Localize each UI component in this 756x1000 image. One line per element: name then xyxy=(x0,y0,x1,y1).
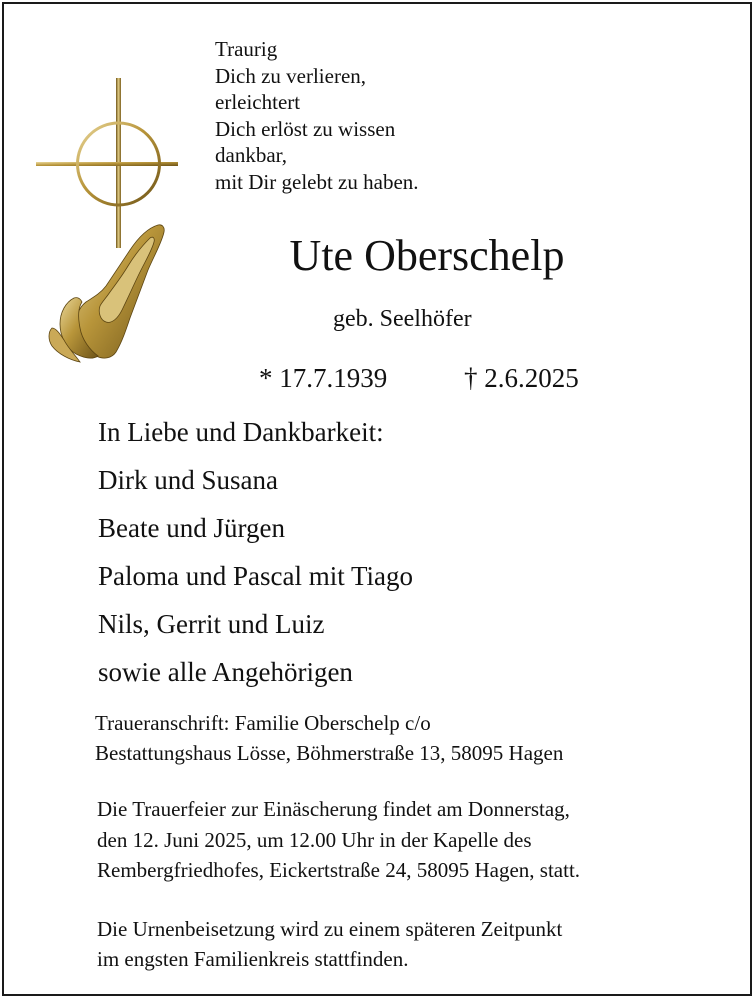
mourning-address xyxy=(95,708,563,768)
service-line: Die Trauerfeier zur Einäscherung findet am Donnerstag, xyxy=(97,797,570,821)
mourner-entry: Dirk und Susana xyxy=(98,465,278,495)
deceased-name: Ute Oberschelp xyxy=(289,231,565,280)
death-date: † 2.6.2025 xyxy=(464,363,579,393)
funeral-service-info xyxy=(97,794,580,886)
mourner-entry: sowie alle Angehörigen xyxy=(98,657,353,687)
poem-line: erleichtert xyxy=(215,90,301,114)
poem-line: dankbar, xyxy=(215,143,288,167)
mourner-entry: Nils, Gerrit und Luiz xyxy=(98,609,325,639)
poem-line: Dich erlöst zu wissen xyxy=(215,116,396,141)
mourners-list xyxy=(98,408,413,696)
mourners-intro: In Liebe und Dankbarkeit: xyxy=(98,417,384,447)
urn-line: im engsten Familienkreis stattfinden. xyxy=(97,947,409,971)
mourner-entry: Paloma und Pascal mit Tiago xyxy=(98,561,414,591)
urn-line: Die Urnenbeisetzung wird zu einem späteren Zeitpunkt xyxy=(97,917,563,941)
mourner-entry: Beate und Jürgen xyxy=(98,513,285,543)
birth-date: * 17.7.1939 xyxy=(259,363,388,393)
address-line: Bestattungshaus Lösse, Böhmerstraße 13, 58095 Hagen xyxy=(95,741,564,765)
poem xyxy=(215,36,419,195)
address-line: Traueranschrift: Familie Oberschelp c/o xyxy=(95,711,431,735)
maiden-name: geb. Seelhöfer xyxy=(333,306,472,332)
poem-line: mit Dir gelebt zu haben. xyxy=(215,169,419,194)
urn-burial-info xyxy=(97,914,562,974)
poem-line: Dich zu verlieren, xyxy=(215,63,367,88)
service-line: Rembergfriedhofes, Eickertstraße 24, 58095 Hagen, statt. xyxy=(97,858,581,882)
service-line: den 12. Juni 2025, um 12.00 Uhr in der Kapelle des xyxy=(97,827,532,852)
cross-with-praying-hands-icon xyxy=(30,70,180,370)
poem-line: Traurig xyxy=(215,37,278,61)
